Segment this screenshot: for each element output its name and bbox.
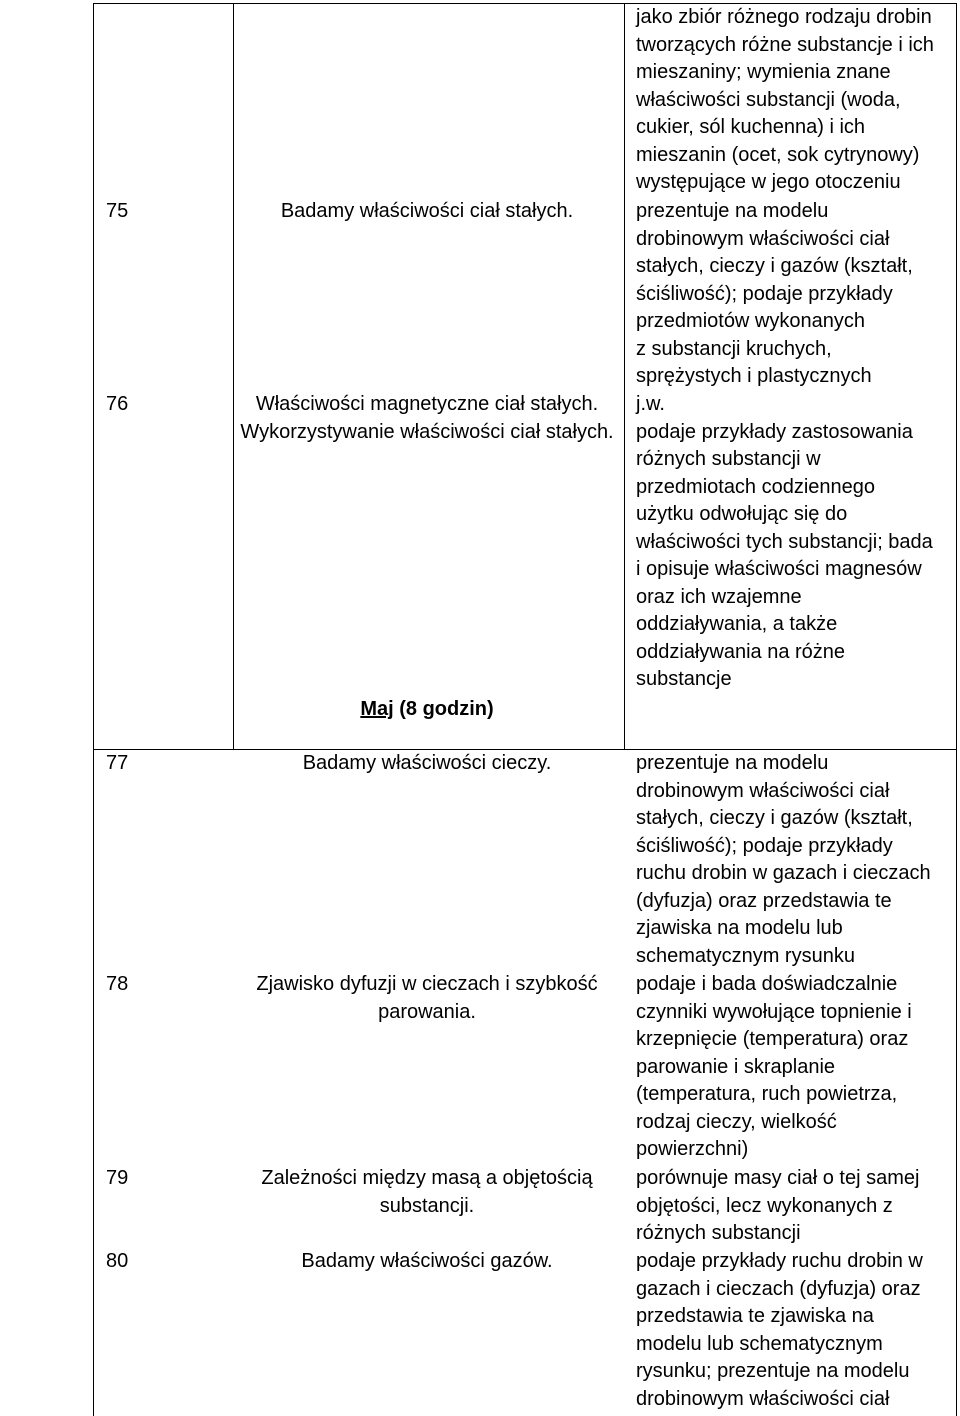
table-border-right-lower [956,749,957,1416]
achievements-text: podaje i bada doświadczalnie czynniki wywołujące topnienie i krzepnięcie (temperatura) oraz parowanie i skraplanie (temperatura, ruch powietrza, rodzaj cieczy, wielkość powierzchni) [636,973,912,1160]
achievements-text: jako zbiór różnego rodzaju drobin tworzących różne substancje i ich mieszaniny; wymienia znane właściwości substancji (woda, cukier, sól kuchenna) i ich mieszanin (ocet, sok cytrynowy) występujące w jego otoczeniu [636,6,934,193]
month-hours: (8 godzin) [393,698,494,720]
table-border-right-upper [956,3,957,749]
column-divider-number-upper [233,3,234,749]
table-border-left-upper [93,3,94,749]
lesson-topic: Badamy właściwości ciał stałych. [280,200,574,222]
lesson-number: 77 [106,752,129,774]
lesson-topic: Właściwości magnetyczne ciał stałych. Wykorzystywanie właściwości ciał stałych. [240,393,614,443]
achievements-text: j.w. podaje przykłady zastosowania różnych substancji w przedmiotach codziennego użytku odwołując się do właściwości tych substancji; bada i opisuje właściwości magnesów oraz ich wzajemne oddziaływania, a także oddziaływania na różne substancje [636,393,933,690]
lesson-number: 75 [106,200,129,222]
month-name: Maj [360,698,394,720]
achievements-text: prezentuje na modelu drobinowym właściwości ciał stałych, cieczy i gazów (kształt, ściśliwość); podaje przykłady przedmiotów wykonanych z substancji kruchych, sprężystych i plastycznych [636,200,913,387]
lesson-topic: Badamy właściwości gazów. [301,1250,553,1272]
lesson-number: 76 [106,393,129,415]
column-divider-topic-upper [624,3,625,749]
table-border-left-lower [93,749,94,1416]
lesson-topic: Zależności między masą a objętością substancji. [261,1167,593,1217]
achievements-text: porównuje masy ciał o tej samej objętości, lecz wykonanych z różnych substancji [636,1167,920,1244]
lesson-number: 78 [106,973,129,995]
month-header [234,696,620,724]
lesson-number: 80 [106,1250,129,1272]
achievements-text: podaje przykłady ruchu drobin w gazach i cieczach (dyfuzja) oraz przedstawia te zjawiska na modelu lub schematycznym rysunku; prezentuje na modelu drobinowym właściwości ciał [636,1250,923,1410]
lesson-topic: Badamy właściwości cieczy. [302,752,552,774]
lesson-number: 79 [106,1167,129,1189]
achievements-text: prezentuje na modelu drobinowym właściwości ciał stałych, cieczy i gazów (kształt, ściśliwość); podaje przykłady ruchu drobin w gazach i cieczach (dyfuzja) oraz przedstawia te zjawiska na modelu lub schematycznym rysunku [636,752,931,967]
lesson-topic: Zjawisko dyfuzji w cieczach i szybkość parowania. [256,973,598,1023]
